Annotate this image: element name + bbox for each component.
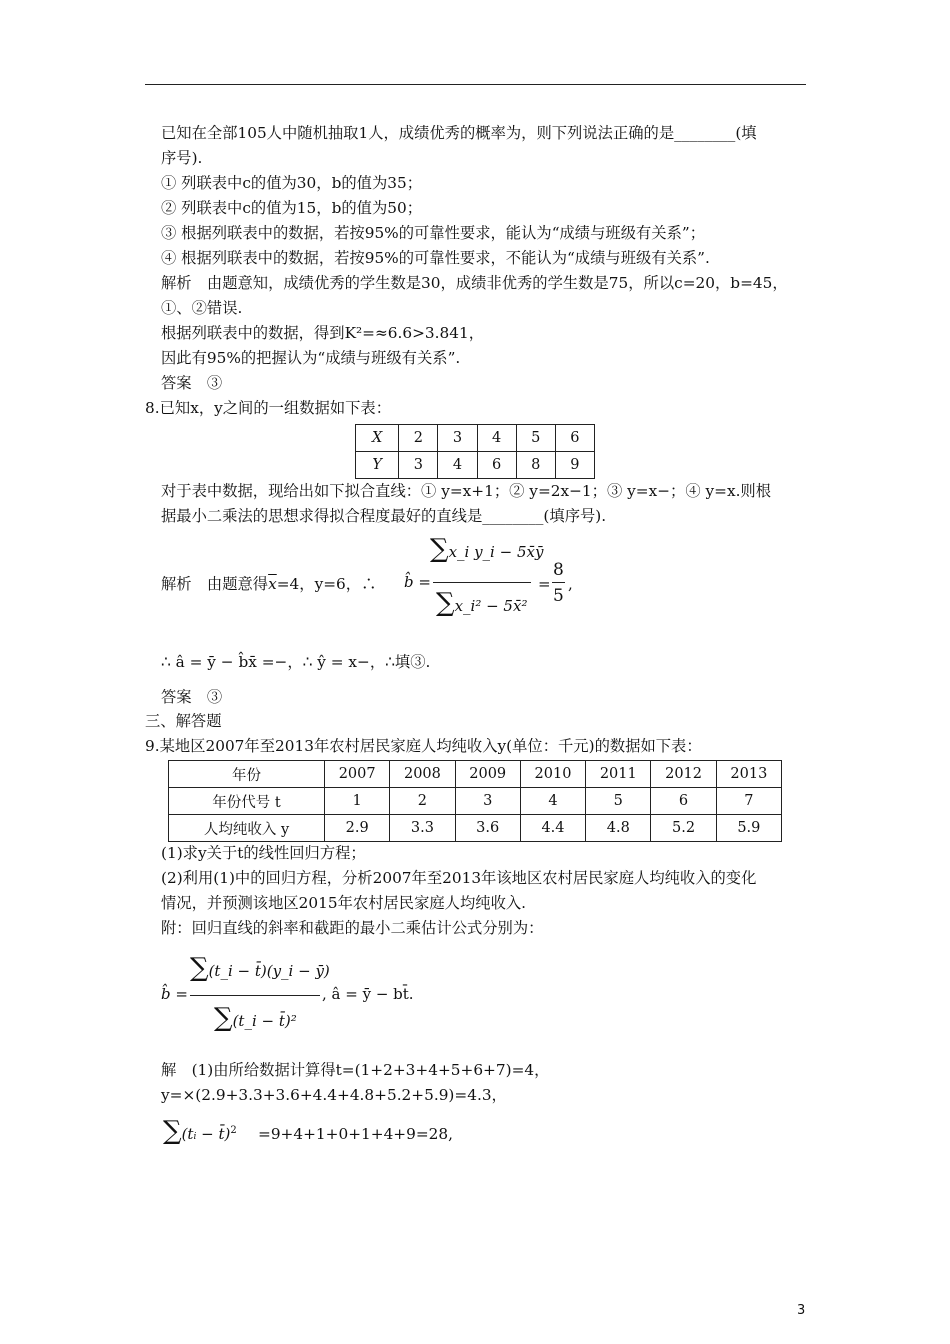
- q8-solution-prefix: 解析 由题意得$\overline{x}=4$，y=6，∴: [161, 575, 377, 593]
- q7-stem-line1: 已知在全部105人中随机抽取1人，成绩优秀的概率为，则下列说法正确的是________(填: [161, 124, 757, 142]
- q8-solution-line3: ∴ â = ȳ − b̂x̄ =−，∴ ŷ = x−，∴填③.: [161, 653, 431, 671]
- table-cell: 人均纯收入 y: [169, 815, 325, 842]
- table-cell: Y: [356, 452, 399, 479]
- q8-result-numerator: 8: [553, 560, 564, 580]
- table-cell: 2.9: [325, 815, 390, 842]
- q7-solution-line3: 根据列联表中的数据，得到K²=≈6.6>3.841，: [161, 324, 484, 342]
- table-row: [356, 452, 595, 479]
- page-number: 3: [797, 1303, 806, 1318]
- table-cell: 4: [477, 425, 516, 452]
- formula-fraction-bar: [190, 995, 320, 996]
- table-cell: 4: [520, 788, 585, 815]
- q7-solution-line2: ①、②错误.: [161, 299, 243, 317]
- table-cell: 3.6: [455, 815, 520, 842]
- table-cell: 1: [325, 788, 390, 815]
- q7-stem-line2: 序号).: [161, 149, 203, 167]
- q8-fraction-bar: [433, 582, 531, 583]
- q8-stem: 8.已知x，y之间的一组数据如下表：: [145, 399, 392, 417]
- q7-solution-line1: 解析 由题意知，成绩优秀的学生数是30，成绩非优秀的学生数是75，所以c=20，b=45，: [161, 274, 788, 292]
- table-cell: 5: [586, 788, 651, 815]
- table-cell: 3: [455, 788, 520, 815]
- table-cell: 4: [438, 452, 477, 479]
- q9-data-table: [168, 760, 782, 842]
- table-cell: 6: [555, 425, 594, 452]
- q9-solution-line2: y=×(2.9+3.3+3.6+4.4+4.8+5.2+5.9)=4.3，: [161, 1086, 507, 1104]
- q9-sum-expression: ∑(ti − t̄)$^2$: [163, 1116, 237, 1146]
- table-row: [169, 761, 782, 788]
- table-cell: 5: [516, 425, 555, 452]
- table-cell: 2013: [716, 761, 781, 788]
- q9-solution-line1: 解 (1)由所给数据计算得t=(1+2+3+4+5+6+7)=4，: [161, 1061, 550, 1079]
- q9-part2-line1: (2)利用(1)中的回归方程，分析2007年至2013年该地区农村居民家庭人均纯收入的变化: [161, 869, 757, 887]
- q7-option-2: ② 列联表中c的值为15，b的值为50；: [161, 199, 423, 217]
- table-cell: 年份: [169, 761, 325, 788]
- formula-b-hat: b̂ =: [161, 985, 188, 1003]
- q7-option-3: ③ 根据列联表中的数据，若按95%的可靠性要求，能认为“成绩与班级有关系”；: [161, 224, 706, 242]
- table-cell: 5.2: [651, 815, 716, 842]
- q8-denominator: ∑x_i² − 5x̄²: [436, 588, 528, 618]
- q8-data-table: [355, 424, 595, 479]
- table-cell: 2010: [520, 761, 585, 788]
- formula-denominator: ∑(t_i − t̄)²: [214, 1003, 297, 1033]
- table-cell: 年份代号 t: [169, 788, 325, 815]
- table-cell: 2012: [651, 761, 716, 788]
- table-cell: 2011: [586, 761, 651, 788]
- q8-result-denominator: 5: [553, 586, 564, 606]
- table-cell: 9: [555, 452, 594, 479]
- table-cell: 2: [399, 425, 438, 452]
- table-cell: 4.4: [520, 815, 585, 842]
- q8-numerator: ∑x_i y_i − 5x̄ȳ: [430, 534, 544, 564]
- table-cell: 4.8: [586, 815, 651, 842]
- q9-part1: (1)求y关于t的线性回归方程；: [161, 844, 366, 862]
- q8-result-bar: [552, 582, 565, 583]
- table-cell: 2008: [390, 761, 455, 788]
- table-cell: 3: [438, 425, 477, 452]
- q7-solution-line4: 因此有95%的把握认为“成绩与班级有关系”.: [161, 349, 461, 367]
- table-row: [169, 815, 782, 842]
- table-cell: 2: [390, 788, 455, 815]
- table-cell: 3.3: [390, 815, 455, 842]
- table-cell: 5.9: [716, 815, 781, 842]
- table-cell: 8: [516, 452, 555, 479]
- table-cell: 2009: [455, 761, 520, 788]
- table-cell: 6: [477, 452, 516, 479]
- q8-answer: 答案 ③: [161, 688, 223, 706]
- formula-tail: , â = ȳ − bt̄.: [322, 985, 414, 1003]
- q7-answer: 答案 ③: [161, 374, 223, 392]
- header-rule: [145, 84, 806, 85]
- table-cell: X: [356, 425, 399, 452]
- table-cell: 2007: [325, 761, 390, 788]
- q7-option-4: ④ 根据列联表中的数据，若按95%的可靠性要求，不能认为“成绩与班级有关系”.: [161, 249, 710, 267]
- table-cell: 7: [716, 788, 781, 815]
- comma: ,: [568, 575, 573, 593]
- q9-appendix: 附：回归直线的斜率和截距的最小二乘估计公式分别为：: [161, 919, 544, 937]
- section-heading: 三、解答题: [145, 712, 222, 730]
- formula-numerator: ∑(t_i − t̄)(y_i − ȳ): [190, 953, 330, 983]
- q8-line1: 对于表中数据，现给出如下拟合直线：① y=x+1；② y=2x−1；③ y=x−；④ y=x.则根: [161, 482, 772, 500]
- q9-solution-line3: =9+4+1+0+1+4+9=28,: [258, 1125, 453, 1143]
- table-cell: 6: [651, 788, 716, 815]
- table-row: [169, 788, 782, 815]
- q7-option-1: ① 列联表中c的值为30，b的值为35；: [161, 174, 423, 192]
- table-cell: 3: [399, 452, 438, 479]
- q9-stem: 9.某地区2007年至2013年农村居民家庭人均纯收入y(单位：千元)的数据如下表：: [145, 737, 702, 755]
- q8-line2: 据最小二乘法的思想求得拟合程度最好的直线是________(填序号).: [161, 507, 607, 525]
- equals-sign: =: [538, 575, 551, 593]
- q9-part2-line2: 情况，并预测该地区2015年农村居民家庭人均纯收入.: [161, 894, 527, 912]
- table-row: [356, 425, 595, 452]
- b-hat-symbol: b̂ =: [404, 573, 431, 591]
